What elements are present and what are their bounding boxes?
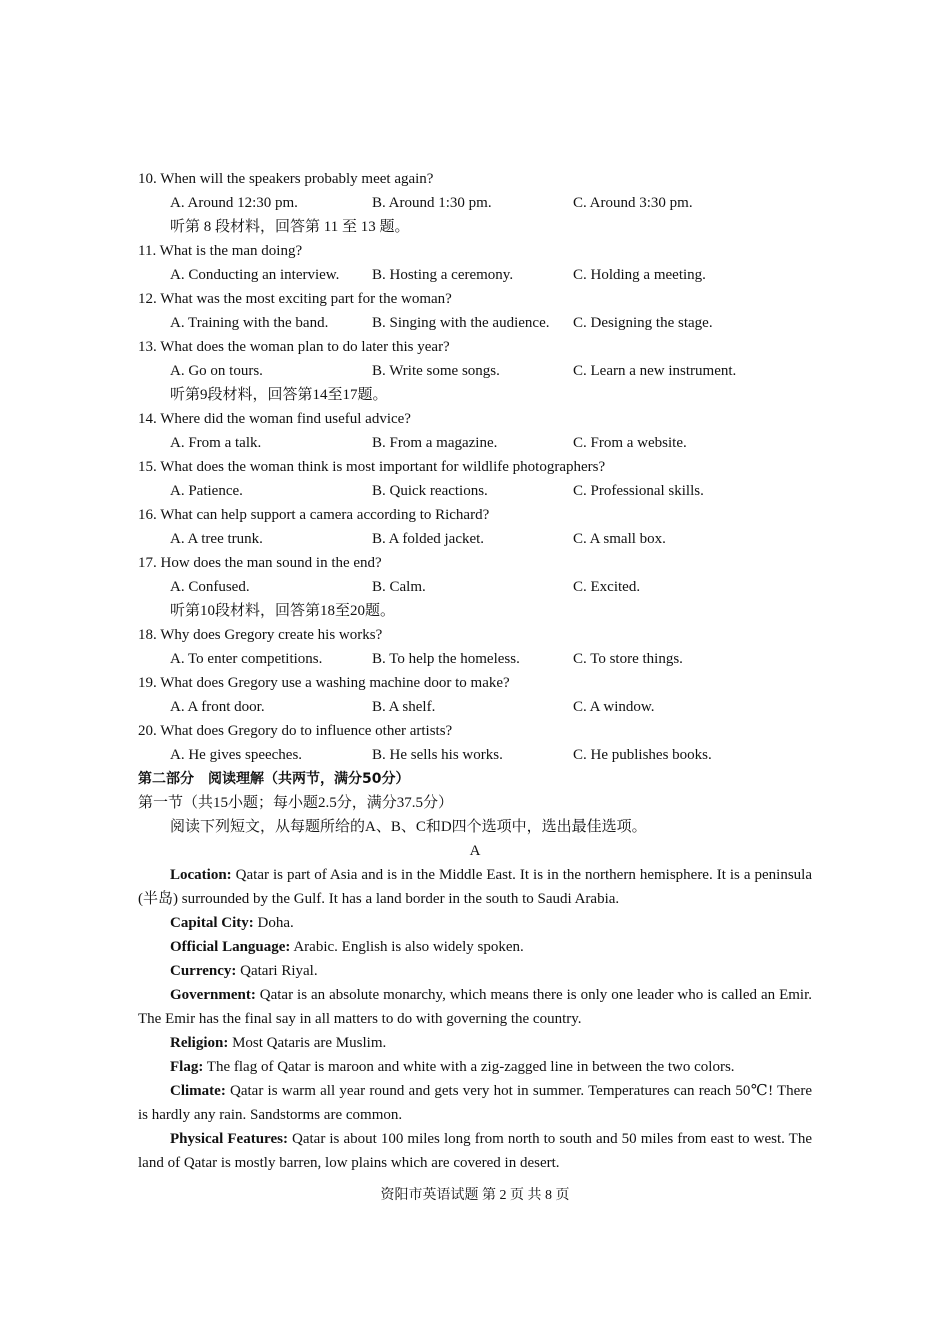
option-row <box>138 191 812 215</box>
option-a: A. Training with the band. <box>170 315 329 331</box>
field-text: Arabic. English is also widely spoken. <box>290 939 524 955</box>
field-label: Flag: <box>170 1059 204 1075</box>
question-text: 10. When will the speakers probably meet again? <box>138 171 434 187</box>
option-row <box>138 359 812 383</box>
page-content <box>138 167 812 1175</box>
passage-paragraph <box>138 1079 812 1127</box>
option-a: A. A tree trunk. <box>170 531 263 547</box>
option-row <box>138 263 812 287</box>
option-b: B. Write some songs. <box>372 363 500 379</box>
field-text: Qatar is part of Asia and is in the Middle East. It is in the northern hemisphere. It is a peninsula (半岛) surrounded by the Gulf. It has a land border in the south to Saudi Arabia. <box>138 867 812 907</box>
field-text: Qatar is an absolute monarchy, which means there is only one leader who is called an Emir. The Emir has the final say in all matters to do with governing the country. <box>138 987 812 1027</box>
option-row <box>138 311 812 335</box>
passage-paragraph <box>138 911 812 935</box>
option-c: C. A small box. <box>573 531 666 547</box>
field-text: Most Qataris are Muslim. <box>228 1035 387 1051</box>
option-c: C. Learn a new instrument. <box>573 363 737 379</box>
field-text: Doha. <box>253 915 294 931</box>
option-row <box>138 575 812 599</box>
option-c: C. To store things. <box>573 651 683 667</box>
question-text: 15. What does the woman think is most important for wildlife photographers? <box>138 459 606 475</box>
option-a: A. Around 12:30 pm. <box>170 195 298 211</box>
option-c: C. A window. <box>573 699 655 715</box>
passage-paragraph <box>138 983 812 1031</box>
option-a: A. He gives speeches. <box>170 747 303 763</box>
option-row <box>138 431 812 455</box>
option-row <box>138 743 812 767</box>
option-b: B. A folded jacket. <box>372 531 485 547</box>
passage-paragraph <box>138 1031 812 1055</box>
field-text: Qatar is about 100 miles long from north to south and 50 miles from east to west. The land of Qatar is mostly barren, low plains which are covered in desert. <box>138 1131 812 1171</box>
field-label: Physical Features: <box>170 1131 288 1147</box>
field-label: Official Language: <box>170 939 291 955</box>
option-b: B. To help the homeless. <box>372 651 520 667</box>
option-a: A. Patience. <box>170 483 243 499</box>
option-c: C. Around 3:30 pm. <box>573 195 693 211</box>
part-heading: 第二部分 阅读理解（共两节，满分50分） <box>138 771 410 787</box>
option-b: B. He sells his works. <box>372 747 503 763</box>
question-text: 16. What can help support a camera according to Richard? <box>138 507 490 523</box>
option-c: C. Professional skills. <box>573 483 704 499</box>
question-text: 12. What was the most exciting part for the woman? <box>138 291 452 307</box>
question-text: 17. How does the man sound in the end? <box>138 555 382 571</box>
passage-paragraph <box>138 863 812 911</box>
page-footer: 资阳市英语试题 第 2 页 共 8 页 <box>380 1188 570 1203</box>
field-label: Currency: <box>170 963 237 979</box>
option-row <box>138 479 812 503</box>
field-text: Qatar is warm all year round and gets very hot in summer. Temperatures can reach 50℃! There is hardly any rain. Sandstorms are common. <box>138 1083 812 1123</box>
question-text: 13. What does the woman plan to do later this year? <box>138 339 450 355</box>
listening-instruction: 听第 8 段材料，回答第 11 至 13 题。 <box>170 219 410 235</box>
field-text: Qatari Riyal. <box>236 963 318 979</box>
option-b: B. Quick reactions. <box>372 483 488 499</box>
option-c: C. Designing the stage. <box>573 315 713 331</box>
passage-paragraph <box>138 1055 812 1079</box>
question-text: 11. What is the man doing? <box>138 243 303 259</box>
field-label: Capital City: <box>170 915 254 931</box>
question-text: 18. Why does Gregory create his works? <box>138 627 383 643</box>
field-label: Location: <box>170 867 232 883</box>
option-b: B. Hosting a ceremony. <box>372 267 514 283</box>
option-c: C. Excited. <box>573 579 641 595</box>
listening-instruction: 听第10段材料，回答第18至20题。 <box>170 603 396 619</box>
passage-paragraph <box>138 959 812 983</box>
option-a: A. From a talk. <box>170 435 262 451</box>
option-row <box>138 647 812 671</box>
option-b: B. Singing with the audience. <box>372 315 550 331</box>
section-heading: 第一节（共15小题；每小题2.5分，满分37.5分） <box>138 795 454 811</box>
field-text: The flag of Qatar is maroon and white with a zig-zagged line in between the two colors. <box>203 1059 735 1075</box>
passage-paragraph <box>138 935 812 959</box>
option-a: A. To enter competitions. <box>170 651 323 667</box>
option-c: C. He publishes books. <box>573 747 712 763</box>
option-b: B. A shelf. <box>372 699 436 715</box>
option-c: C. From a website. <box>573 435 687 451</box>
option-a: A. Go on tours. <box>170 363 263 379</box>
question-text: 19. What does Gregory use a washing machine door to make? <box>138 675 510 691</box>
option-c: C. Holding a meeting. <box>573 267 706 283</box>
question-text: 20. What does Gregory do to influence other artists? <box>138 723 453 739</box>
field-label: Religion: <box>170 1035 229 1051</box>
passage-label: A <box>469 843 481 859</box>
listening-instruction: 听第9段材料，回答第14至17题。 <box>170 387 388 403</box>
field-label: Government: <box>170 987 256 1003</box>
option-a: A. A front door. <box>170 699 265 715</box>
option-b: B. From a magazine. <box>372 435 498 451</box>
field-label: Climate: <box>170 1083 226 1099</box>
reading-instruction: 阅读下列短文，从每题所给的A、B、C和D四个选项中，选出最佳选项。 <box>170 819 647 835</box>
option-row <box>138 527 812 551</box>
option-row <box>138 695 812 719</box>
question-text: 14. Where did the woman find useful advice? <box>138 411 411 427</box>
option-b: B. Calm. <box>372 579 426 595</box>
passage-paragraph <box>138 1127 812 1175</box>
option-b: B. Around 1:30 pm. <box>372 195 492 211</box>
option-a: A. Confused. <box>170 579 250 595</box>
option-a: A. Conducting an interview. <box>170 267 340 283</box>
